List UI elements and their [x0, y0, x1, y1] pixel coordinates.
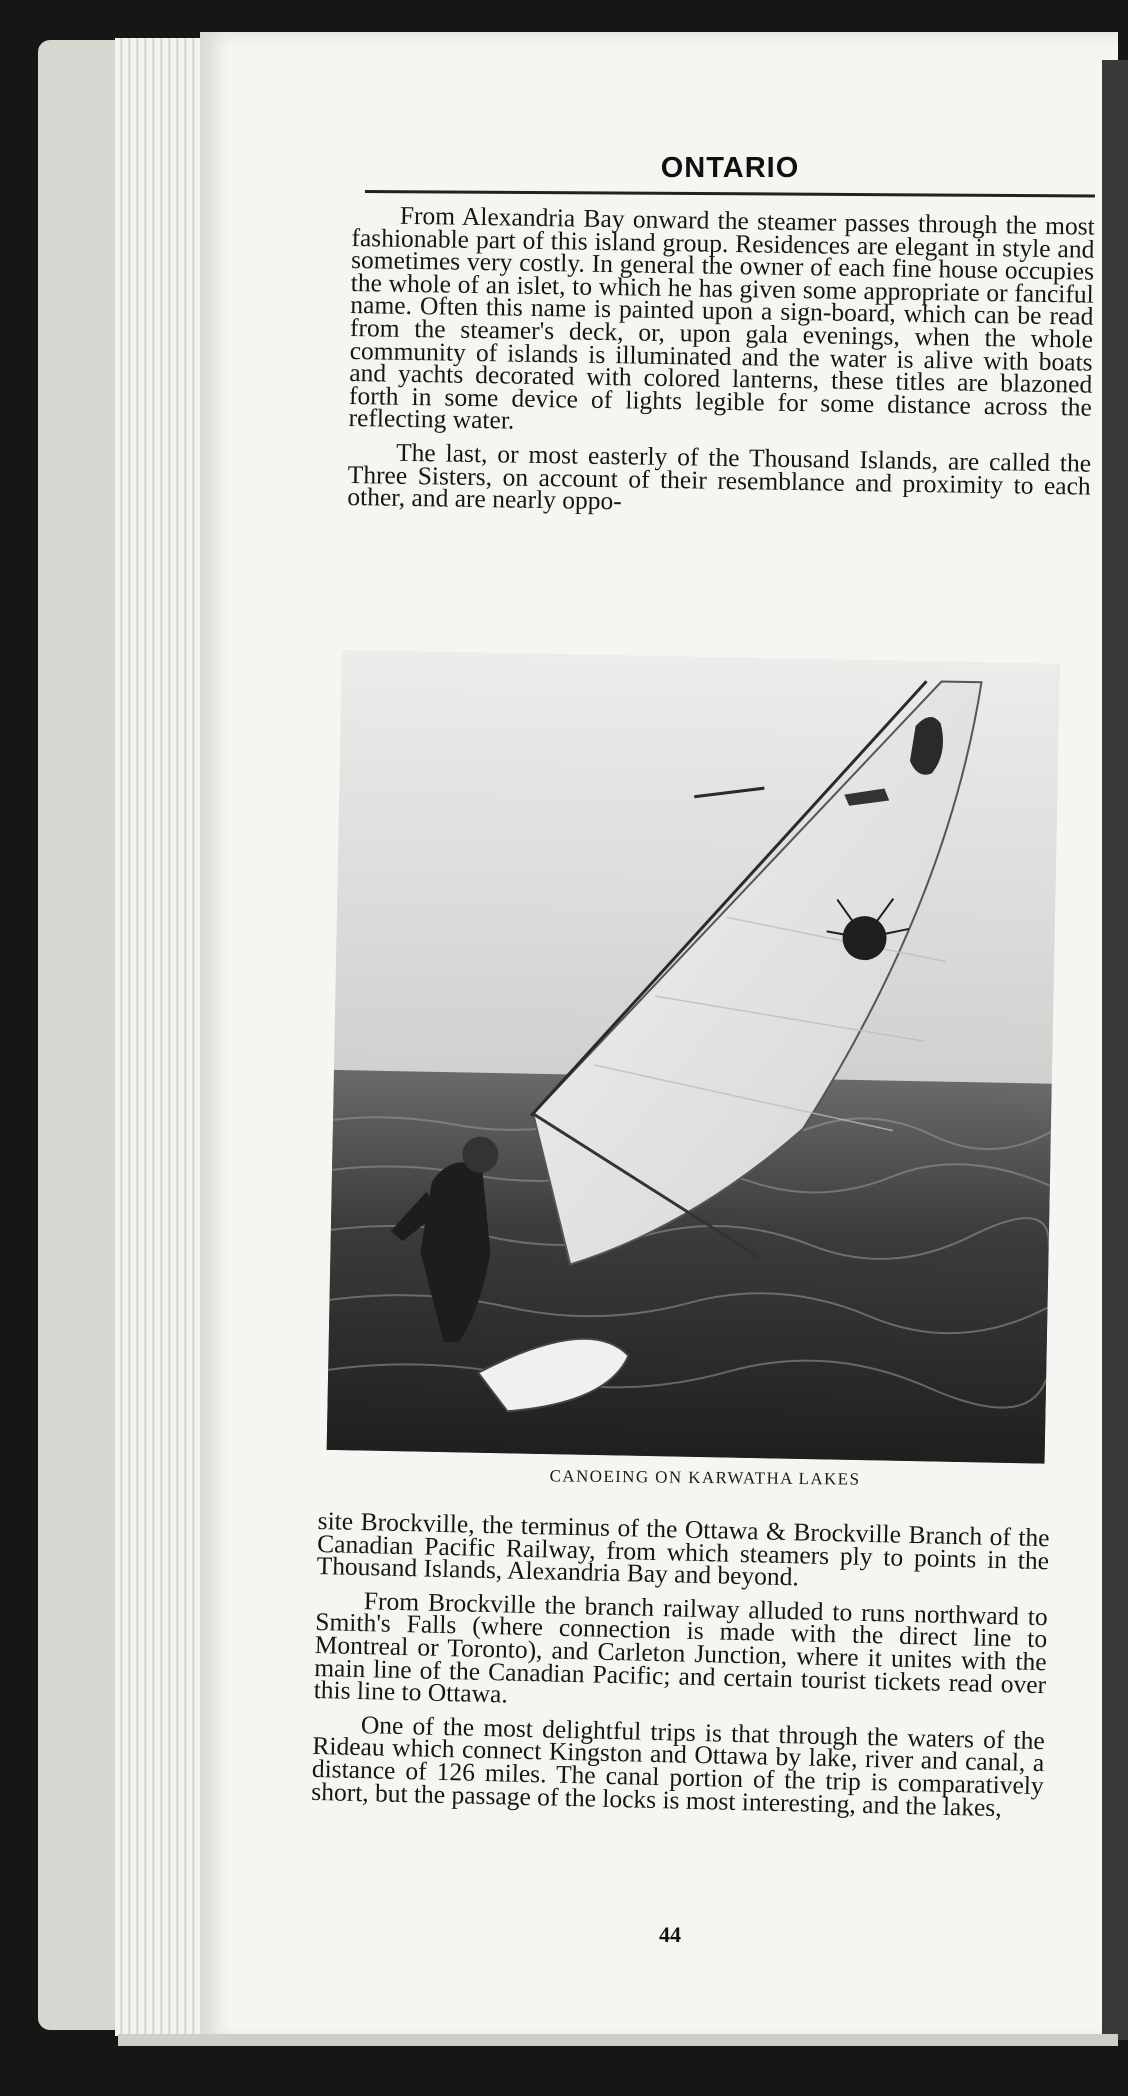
sailing-canoe-illustration	[327, 650, 1060, 1464]
page-bottom-edge	[118, 2034, 1118, 2046]
canoe-photograph	[327, 650, 1060, 1464]
photo-caption: CANOEING ON KARWATHA LAKES	[549, 1466, 861, 1489]
body-text-top	[347, 200, 1095, 520]
running-head: ONTARIO	[660, 152, 800, 184]
body-text-bottom	[311, 1506, 1050, 1822]
paragraph: One of the most delightful trips is that through the waters of the Rideau which connect Kingston and Ottawa by lake, river and canal, a distance of 126 miles. The canal portion of the trip is comparatively short, but the passage of the locks is most interesting, and the lakes,	[311, 1709, 1046, 1822]
paragraph: site Brockville, the terminus of the Ottawa & Brockville Branch of the Canadian Pacific Railway, from which steamers ply to points in the Thousand Islands, Alexandria Bay and beyond.	[316, 1506, 1050, 1592]
paragraph: From Alexandria Bay onward the steamer passes through the most fashionable part of this island group. Residences are elegant in style and sometimes very costly. In general the owner of each fine house occupies the whole of an islet, to which he has given some appropriate or fanciful name. Often this name is painted upon a sign-board, which can be read from the steamer's deck, or, upon gala evenings, when the whole community of islands is illuminated and the water is alive with boats and yachts decorated with colored lanterns, these titles are blazoned forth in some device of lights legible for some distance across the reflecting water.	[348, 200, 1095, 435]
page-right-shadow	[1102, 60, 1128, 2040]
paragraph: The last, or most easterly of the Thousand Islands, are called the Three Sisters, on account of their resemblance and proximity to each other, and are nearly oppo-	[347, 437, 1092, 516]
paragraph: From Brockville the branch railway alluded to runs northward to Smith's Falls (where connection is made with the direct line to Montreal or Toronto), and Carleton Junction, where it unites with the main line of the Canadian Pacific; and certain tourist tickets read over this line to Ottawa.	[313, 1585, 1049, 1709]
page-number: 44	[659, 1922, 681, 1947]
